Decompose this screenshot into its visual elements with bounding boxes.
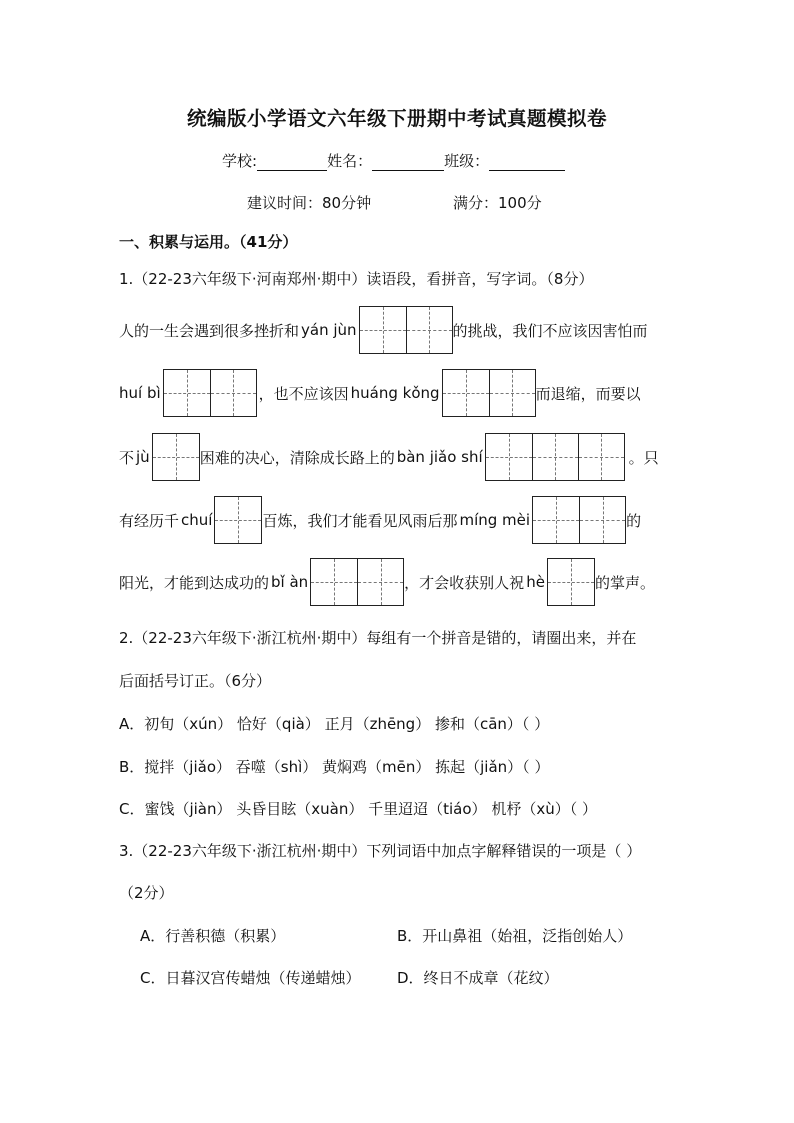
writing-grid[interactable] — [485, 433, 625, 481]
grid-cell[interactable] — [578, 434, 624, 480]
grid-cell[interactable] — [579, 497, 625, 543]
text: 阳光，才能到达成功的 — [119, 573, 270, 592]
pinyin: huáng kǒng — [350, 384, 440, 402]
name-field[interactable] — [372, 152, 444, 171]
question-2-stem: 2.（22-23六年级下·浙江杭州·期中）每组有一个拼音是错的，请圈出来，并在 — [119, 629, 637, 647]
q1-line-1 — [119, 315, 648, 345]
grid-cell[interactable] — [311, 559, 357, 605]
q1-line-2 — [119, 378, 641, 408]
writing-grid[interactable] — [532, 496, 626, 544]
grid-cell[interactable] — [215, 497, 261, 543]
page-title: 统编版小学语文六年级下册期中考试真题模拟卷 — [186, 107, 607, 130]
q3-option-b: B．开山鼻祖（始祖，泛指创始人） — [397, 927, 633, 945]
writing-grid[interactable] — [310, 558, 404, 606]
grid-cell[interactable] — [489, 370, 535, 416]
writing-grid[interactable] — [214, 496, 262, 544]
grid-cell[interactable] — [153, 434, 199, 480]
q1-line-5 — [119, 567, 655, 597]
text: 百炼，我们才能看见风雨后那 — [262, 511, 458, 530]
q2-option-c: C．蜜饯（jiàn） 头昏目眩（xuàn） 千里迢迢（tiáo） 机杼（xù）（ ） — [119, 800, 597, 818]
question-3-score: （2分） — [119, 884, 174, 902]
pinyin: chuí — [181, 511, 213, 529]
text: 的 — [626, 511, 642, 530]
pinyin: hè — [526, 573, 545, 591]
grid-cell[interactable] — [210, 370, 256, 416]
q3-option-d: D．终日不成章（花纹） — [397, 969, 559, 987]
pinyin: huí bì — [119, 384, 161, 402]
school-field[interactable] — [257, 152, 327, 171]
q3-option-c: C．日暮汉宫传蜡烛（传递蜡烛） — [140, 969, 361, 987]
text: 不 — [119, 448, 135, 467]
text: 人的一生会遇到很多挫折和 — [119, 321, 300, 340]
text: ，也不应该因 — [258, 384, 349, 403]
q2-option-b: B．搅拌（jiǎo） 吞噬（shì） 黄焖鸡（mēn） 拣起（jiǎn）（ ） — [119, 758, 550, 776]
writing-grid[interactable] — [547, 558, 595, 606]
question-1-stem: 1.（22-23六年级下·河南郑州·期中）读语段，看拼音，写字词。（8分） — [119, 270, 594, 288]
class-field[interactable] — [489, 152, 565, 171]
student-info-row — [222, 150, 565, 171]
text: 。只 — [628, 448, 659, 467]
suggested-time: 建议时间：80分钟 — [247, 194, 372, 212]
grid-cell[interactable] — [486, 434, 532, 480]
grid-cell[interactable] — [532, 434, 578, 480]
pinyin: míng mèi — [459, 511, 531, 529]
grid-cell[interactable] — [357, 559, 403, 605]
writing-grid[interactable] — [152, 433, 200, 481]
q2-option-a: A．初旬（xún） 恰好（qià） 正月（zhēng） 掺和（cān）（ ） — [119, 715, 550, 733]
grid-cell[interactable] — [548, 559, 594, 605]
class-label: 班级： — [444, 152, 490, 170]
writing-grid[interactable] — [163, 369, 257, 417]
writing-grid[interactable] — [359, 306, 453, 354]
writing-grid[interactable] — [442, 369, 536, 417]
text: 的掌声。 — [594, 573, 655, 592]
pinyin: bǐ àn — [271, 573, 309, 591]
pinyin: bàn jiǎo shí — [396, 448, 483, 466]
grid-cell[interactable] — [406, 307, 452, 353]
name-label: 姓名： — [327, 152, 373, 170]
pinyin: yán jùn — [301, 321, 357, 339]
q1-line-3 — [119, 442, 659, 472]
school-label: 学校: — [222, 152, 258, 170]
pinyin: jù — [136, 448, 150, 466]
text: 困难的决心，清除成长路上的 — [199, 448, 395, 467]
full-score: 满分：100分 — [453, 194, 542, 212]
q1-line-4 — [119, 505, 641, 535]
section-heading: 一、积累与运用。（41分） — [119, 233, 298, 251]
question-3-stem: 3.（22-23六年级下·浙江杭州·期中）下列词语中加点字解释错误的一项是（ ） — [119, 842, 642, 860]
grid-cell[interactable] — [164, 370, 210, 416]
text: 而退缩，而要以 — [535, 384, 641, 403]
grid-cell[interactable] — [360, 307, 406, 353]
q3-option-a: A．行善积德（积累） — [140, 927, 286, 945]
grid-cell[interactable] — [533, 497, 579, 543]
text: 有经历千 — [119, 511, 180, 530]
text: 的挑战，我们不应该因害怕而 — [452, 321, 648, 340]
grid-cell[interactable] — [443, 370, 489, 416]
text: ，才会收获别人祝 — [404, 573, 525, 592]
question-2-stem-cont: 后面括号订正。（6分） — [119, 672, 272, 690]
